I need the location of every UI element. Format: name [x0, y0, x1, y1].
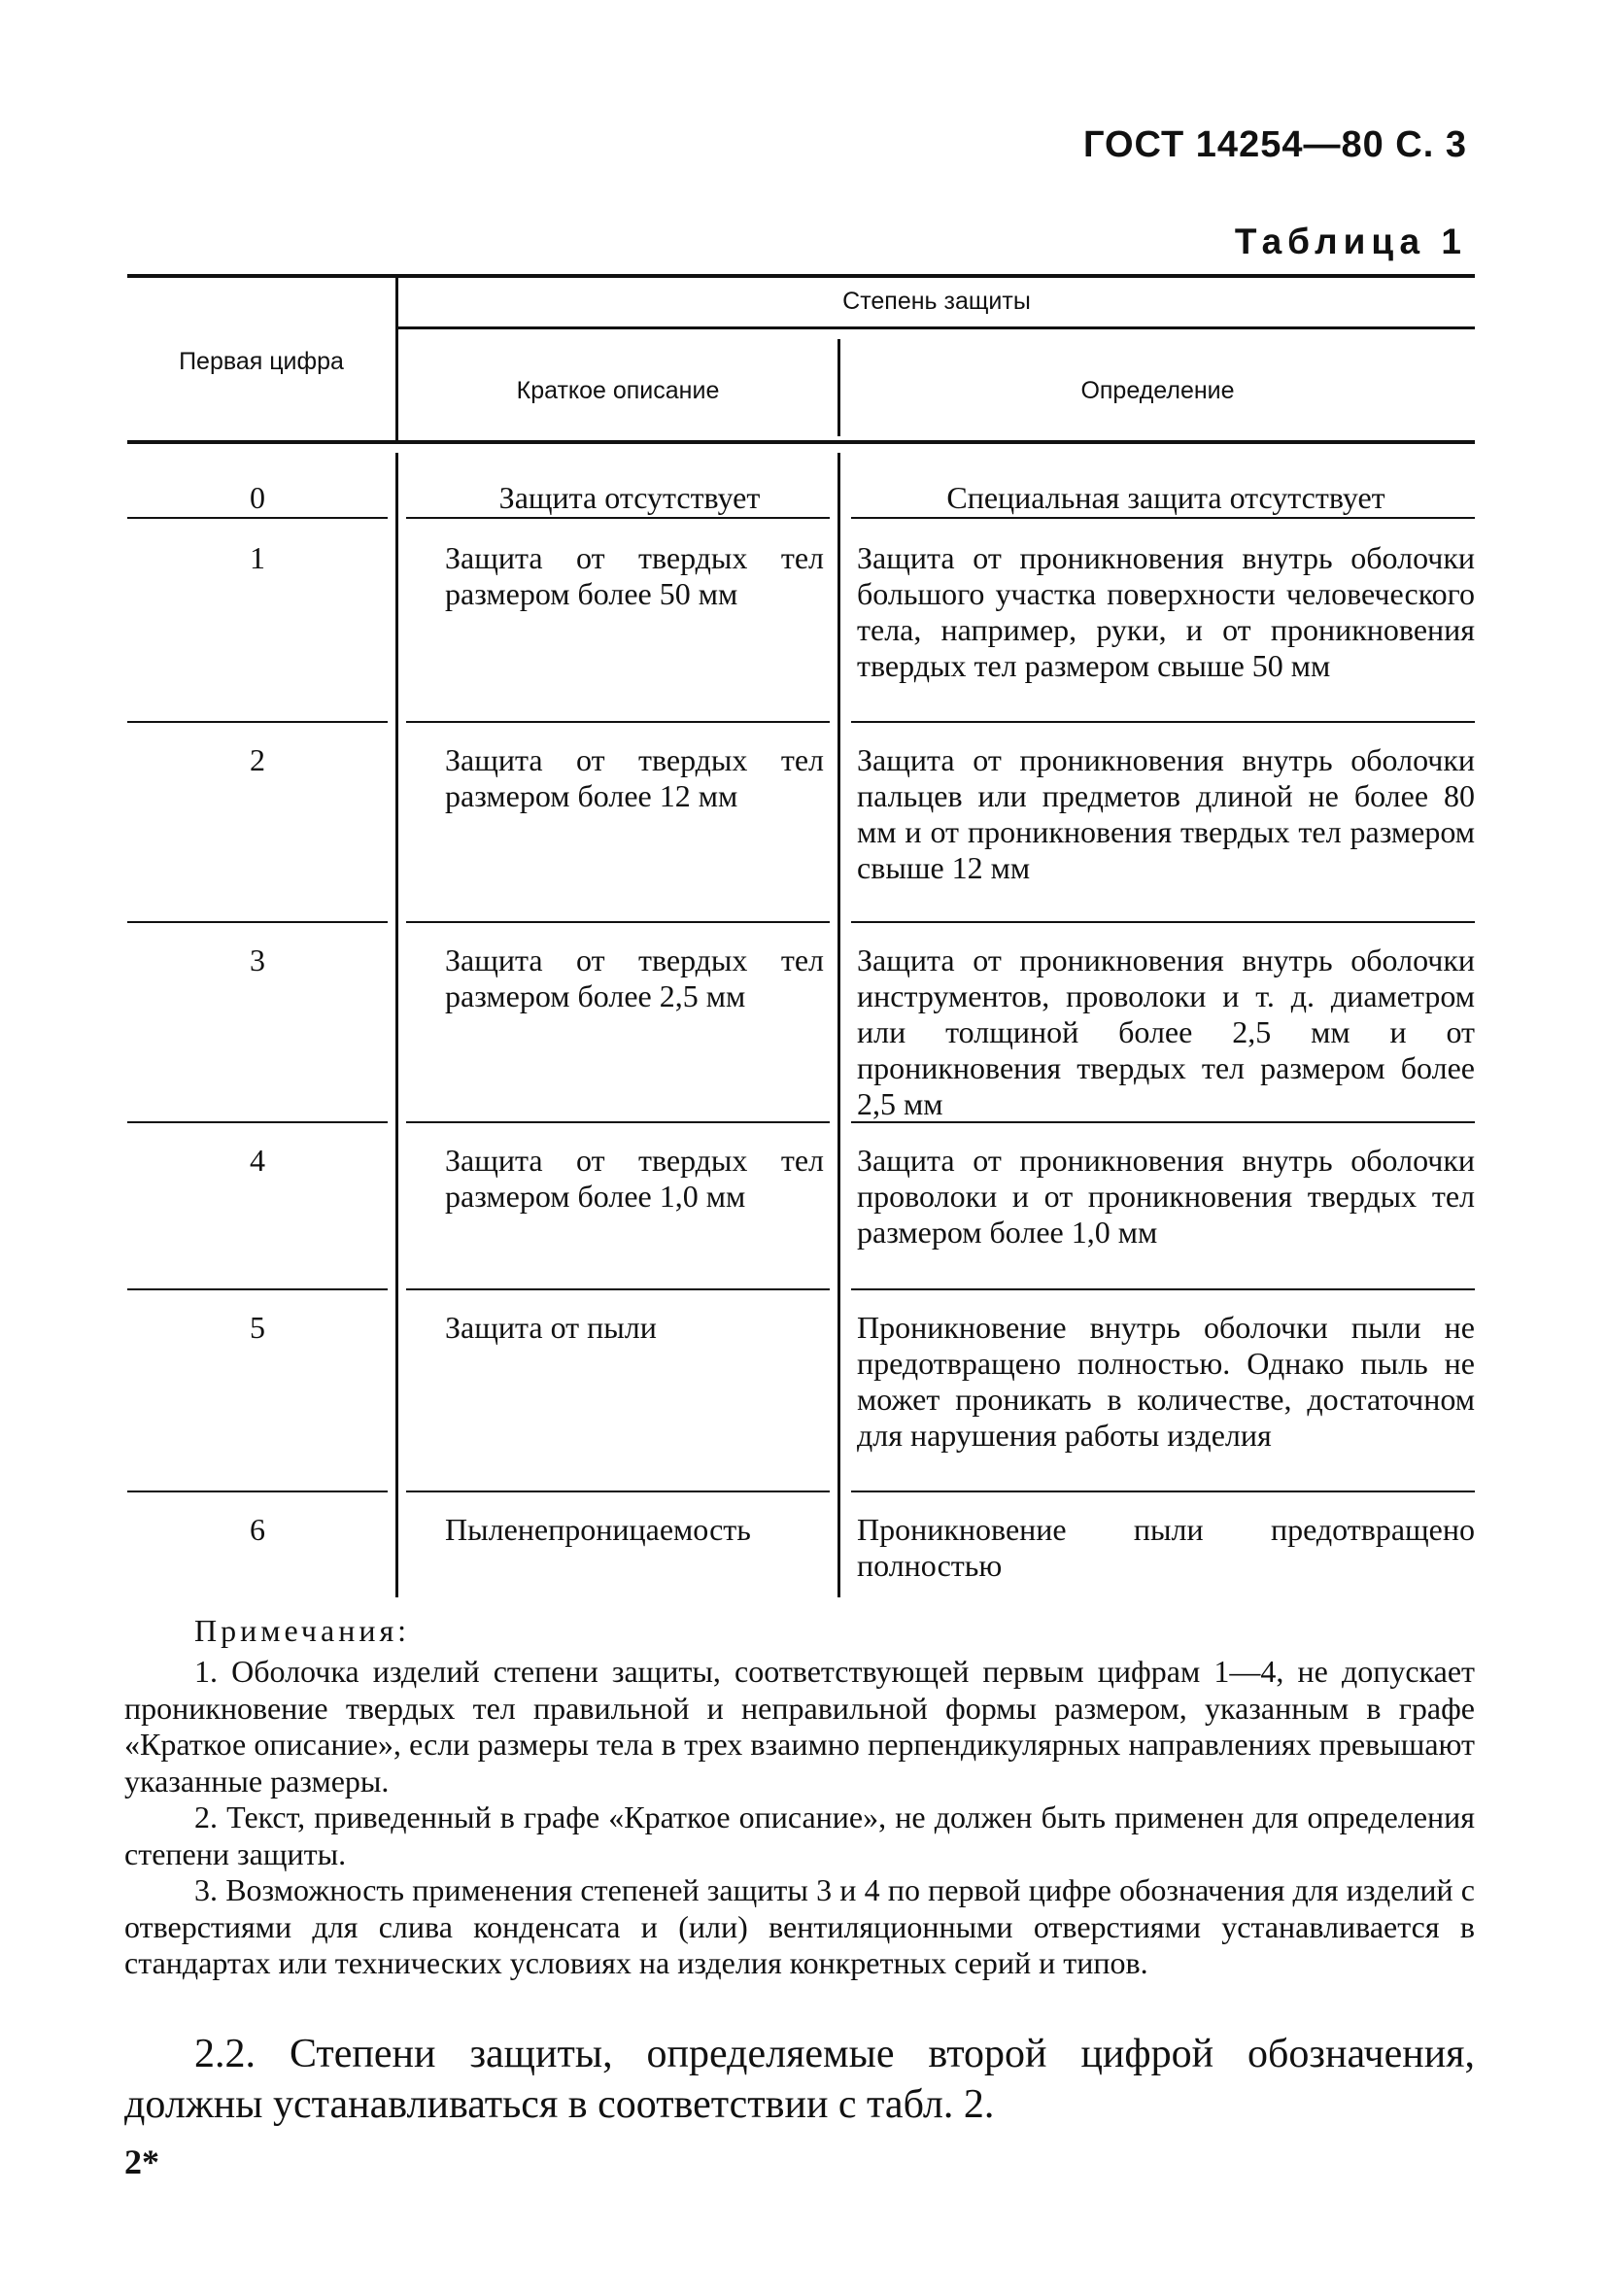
- row-rule: [406, 1491, 830, 1492]
- row-rule: [127, 1491, 388, 1492]
- row-rule: [127, 921, 388, 923]
- col-short-header: Краткое описание: [516, 377, 720, 404]
- row-definition: Специальная защита отсутствует: [946, 480, 1385, 515]
- row-definition: Защита от проникновения внутрь оболочки инструментов, проволоки и т. д. диаметром или толщиной более 2,5 мм и от проникновения твердых тел размером более 2,5 мм: [857, 942, 1475, 1121]
- page-mark: 2*: [124, 2142, 159, 2181]
- row-rule: [406, 921, 830, 923]
- row-definition: Проникновение пыли предотвращено полностью: [857, 1512, 1475, 1583]
- row-rule: [851, 1288, 1475, 1290]
- row-definition: Защита от проникновения внутрь оболочки большого участка поверхности человеческого тела, например, руки, и от проникновения твердых тел размером свыше 50 мм: [857, 540, 1475, 683]
- row-short-description: Защита от твердых тел размером более 50 мм: [445, 540, 824, 611]
- page-header: ГОСТ 14254—80 С. 3: [1082, 124, 1467, 165]
- row-short-description: Защита от твердых тел размером более 2,5 мм: [445, 942, 824, 1013]
- row-rule: [851, 721, 1475, 723]
- row-rule: [851, 921, 1475, 923]
- body-paragraph: 2.2. Степени защиты, определяемые второй цифрой обозначения, должны устанавливаться в соответствии с табл. 2.: [124, 2032, 1475, 2127]
- row-rule: [127, 517, 388, 519]
- row-number: 5: [250, 1310, 265, 1345]
- group-header-rule: [398, 326, 1475, 329]
- header-bottom-rule: [127, 440, 1475, 444]
- col-first-header: Первая цифра: [179, 348, 344, 375]
- row-number: 3: [250, 942, 265, 977]
- note-item: 3. Возможность применения степеней защиты 3 и 4 по первой цифре обозначения для изделий с отверстиями для слива конденсата и (или) вентиляционными отверстиями устанавливается в стандартах или технических условиях на изделия конкретных серий и типов.: [124, 1872, 1475, 1980]
- row-number: 6: [250, 1512, 265, 1547]
- note-item: 2. Текст, приведенный в графе «Краткое описание», не должен быть применен для определения степени защиты.: [124, 1799, 1475, 1871]
- row-short-description: Защита от твердых тел размером более 12 мм: [445, 742, 824, 813]
- row-rule: [127, 1121, 388, 1123]
- row-number: 4: [250, 1143, 265, 1178]
- table-label: Таблица 1: [1234, 222, 1467, 261]
- notes-list: [124, 1654, 1475, 1982]
- row-short-description: Пыленепроницаемость: [445, 1512, 751, 1547]
- notes-title: Примечания:: [194, 1613, 411, 1648]
- row-short-description: Защита от пыли: [445, 1310, 657, 1345]
- note-item: 1. Оболочка изделий степени защиты, соответствующей первым цифрам 1—4, не допускает проникновение твердых тел правильной и неправильной формы размером, указанным в графе «Краткое описание», если размеры тела в трех взаимно перпендикулярных направлениях превышают указанные размеры.: [124, 1654, 1475, 1799]
- row-number: 1: [250, 540, 265, 575]
- row-short-description: Защита отсутствует: [498, 480, 761, 515]
- row-rule: [127, 721, 388, 723]
- row-rule: [406, 1121, 830, 1123]
- row-definition: Защита от проникновения внутрь оболочки проволоки и от проникновения твердых тел размером более 1,0 мм: [857, 1143, 1475, 1250]
- row-number: 2: [250, 742, 265, 777]
- row-rule: [851, 517, 1475, 519]
- row-rule: [851, 1491, 1475, 1492]
- row-rule: [127, 1288, 388, 1290]
- row-rule: [406, 517, 830, 519]
- row-definition: Защита от проникновения внутрь оболочки пальцев или предметов длиной не более 80 мм и от проникновения твердых тел размером свыше 12 мм: [857, 742, 1475, 885]
- row-definition: Проникновение внутрь оболочки пыли не предотвращено полностью. Однако пыль не может проникать в количестве, достаточном для нарушения работы изделия: [857, 1310, 1475, 1453]
- row-number: 0: [250, 480, 265, 515]
- row-rule: [406, 1288, 830, 1290]
- table-top-rule: [127, 274, 1475, 278]
- row-short-description: Защита от твердых тел размером более 1,0 мм: [445, 1143, 824, 1214]
- row-rule: [406, 721, 830, 723]
- group-header: Степень защиты: [842, 288, 1031, 315]
- body-vline-1: [395, 453, 398, 1597]
- col-def-header: Определение: [1080, 377, 1235, 404]
- body-vline-2: [837, 453, 840, 1597]
